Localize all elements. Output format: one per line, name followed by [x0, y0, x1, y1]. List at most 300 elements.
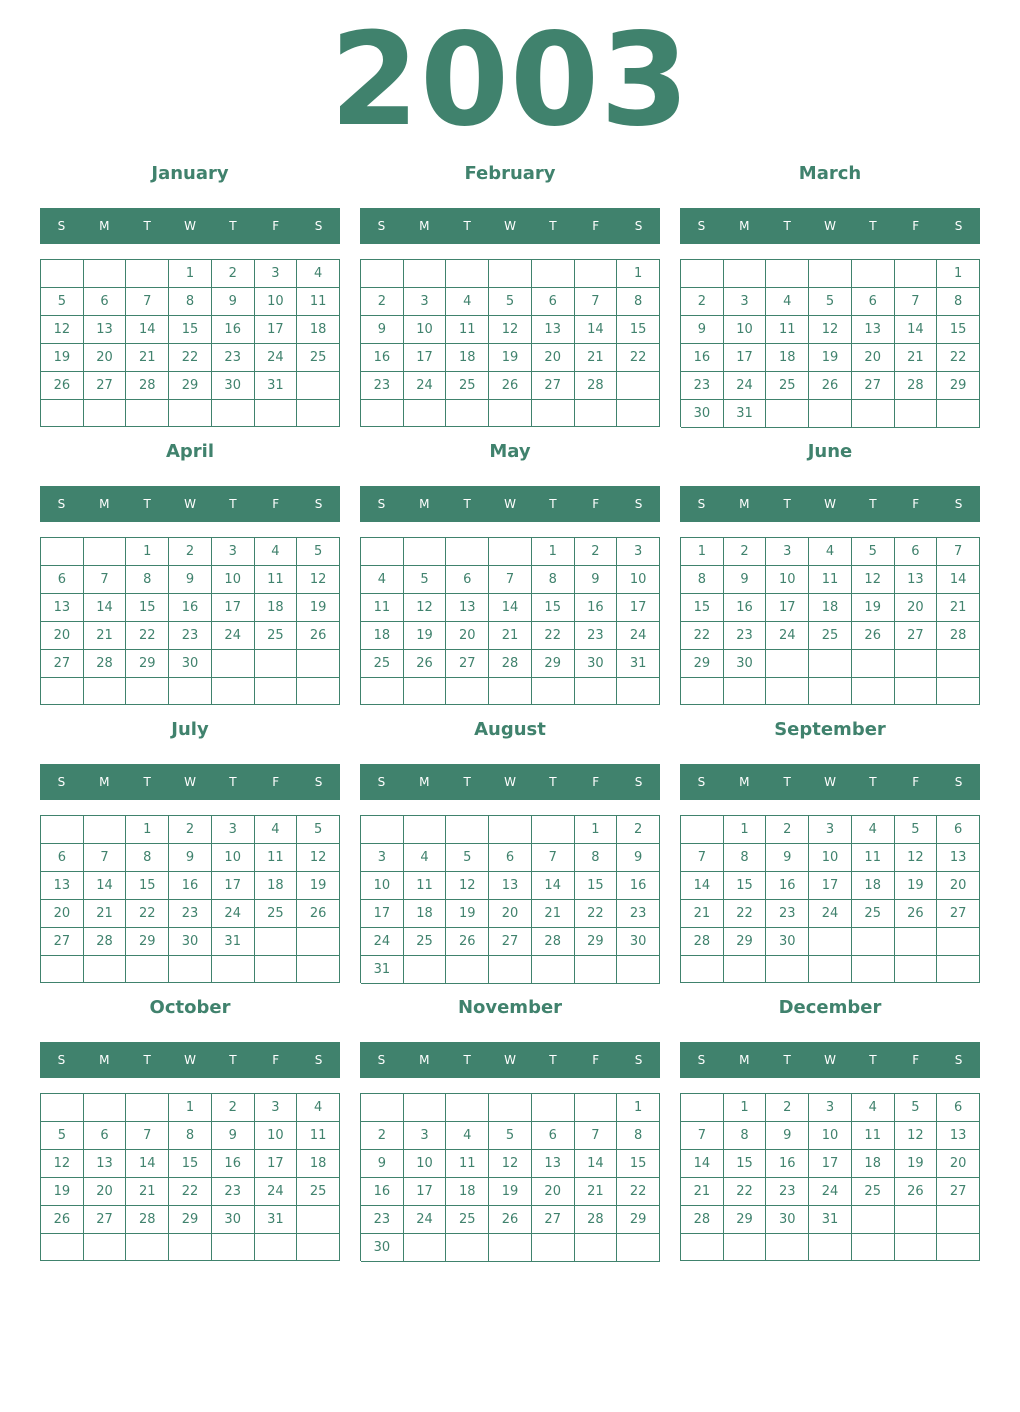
empty-cell [297, 650, 340, 678]
day-grid [40, 1093, 340, 1261]
day-cell: 28 [126, 1206, 169, 1234]
day-cell: 27 [937, 1178, 980, 1206]
weekday-label: T [783, 1053, 791, 1067]
day-cell: 30 [617, 928, 660, 956]
empty-cell [895, 650, 938, 678]
day-cell: 7 [126, 1122, 169, 1150]
empty-cell [895, 928, 938, 956]
day-cell: 21 [532, 900, 575, 928]
day-cell: 3 [404, 288, 447, 316]
weekday-label: M [99, 219, 110, 233]
weekday-label: W [824, 497, 836, 511]
empty-cell [361, 816, 404, 844]
day-cell: 14 [681, 872, 724, 900]
day-cell: 18 [297, 316, 340, 344]
weekday-label: T [229, 497, 237, 511]
empty-cell [297, 372, 340, 400]
day-cell: 11 [446, 316, 489, 344]
day-cell: 18 [297, 1150, 340, 1178]
day-cell: 11 [852, 1122, 895, 1150]
day-cell: 17 [724, 344, 767, 372]
weekday-label: M [739, 497, 750, 511]
day-cell: 19 [895, 1150, 938, 1178]
weekday-header [680, 486, 980, 522]
day-cell: 16 [766, 1150, 809, 1178]
day-cell: 11 [255, 566, 298, 594]
empty-cell [404, 816, 447, 844]
day-cell: 25 [255, 900, 298, 928]
day-cell: 21 [126, 344, 169, 372]
day-cell: 15 [169, 316, 212, 344]
day-cell: 8 [575, 844, 618, 872]
empty-cell [446, 538, 489, 566]
empty-cell [212, 400, 255, 427]
day-cell: 27 [84, 372, 127, 400]
empty-cell [809, 650, 852, 678]
day-cell: 27 [489, 928, 532, 956]
empty-cell [84, 956, 127, 983]
day-cell: 10 [255, 288, 298, 316]
empty-cell [255, 678, 298, 705]
weekday-label: T [463, 497, 471, 511]
day-cell: 14 [575, 316, 618, 344]
day-cell: 13 [489, 872, 532, 900]
empty-cell [169, 400, 212, 427]
weekday-label: F [592, 497, 600, 511]
weekday-label: T [143, 775, 151, 789]
day-cell: 21 [84, 900, 127, 928]
empty-cell [809, 260, 852, 288]
empty-cell [895, 260, 938, 288]
day-cell: 29 [169, 372, 212, 400]
day-cell: 15 [617, 316, 660, 344]
day-cell: 4 [255, 538, 298, 566]
day-cell: 1 [575, 816, 618, 844]
day-cell: 7 [126, 288, 169, 316]
empty-cell [937, 928, 980, 956]
day-grid [680, 1093, 980, 1261]
empty-cell [681, 1094, 724, 1122]
day-cell: 4 [255, 816, 298, 844]
day-cell: 25 [766, 372, 809, 400]
day-cell: 17 [617, 594, 660, 622]
day-cell: 5 [895, 1094, 938, 1122]
day-cell: 15 [126, 594, 169, 622]
weekday-label: S [57, 497, 66, 511]
empty-cell [575, 1094, 618, 1122]
day-cell: 17 [809, 872, 852, 900]
empty-cell [532, 260, 575, 288]
weekday-label: T [783, 219, 791, 233]
day-cell: 10 [809, 844, 852, 872]
day-grid [360, 259, 660, 427]
day-cell: 6 [446, 566, 489, 594]
empty-cell [937, 1206, 980, 1234]
day-cell: 14 [84, 872, 127, 900]
day-cell: 29 [724, 928, 767, 956]
day-cell: 4 [446, 288, 489, 316]
day-cell: 13 [446, 594, 489, 622]
month-title: September [774, 719, 886, 740]
day-cell: 3 [212, 538, 255, 566]
month-february [360, 162, 660, 432]
day-cell: 14 [126, 316, 169, 344]
day-cell: 10 [766, 566, 809, 594]
day-cell: 3 [255, 1094, 298, 1122]
day-cell: 29 [937, 372, 980, 400]
day-cell: 20 [532, 1178, 575, 1206]
empty-cell [489, 678, 532, 705]
day-cell: 27 [852, 372, 895, 400]
day-cell: 23 [361, 372, 404, 400]
empty-cell [766, 260, 809, 288]
empty-cell [809, 928, 852, 956]
day-cell: 24 [255, 344, 298, 372]
weekday-label: F [912, 497, 920, 511]
empty-cell [575, 260, 618, 288]
weekday-label: W [184, 1053, 196, 1067]
day-cell: 2 [169, 816, 212, 844]
month-may [360, 440, 660, 710]
empty-cell [852, 650, 895, 678]
day-cell: 1 [681, 538, 724, 566]
empty-cell [852, 1206, 895, 1234]
empty-cell [852, 678, 895, 705]
day-cell: 7 [937, 538, 980, 566]
day-cell: 16 [169, 594, 212, 622]
empty-cell [404, 400, 447, 427]
day-cell: 26 [446, 928, 489, 956]
month-december [680, 996, 980, 1266]
weekday-label: W [184, 219, 196, 233]
day-cell: 5 [41, 1122, 84, 1150]
day-cell: 10 [212, 566, 255, 594]
day-cell: 13 [895, 566, 938, 594]
weekday-label: F [272, 219, 280, 233]
day-cell: 6 [489, 844, 532, 872]
day-cell: 3 [809, 816, 852, 844]
day-cell: 18 [852, 872, 895, 900]
weekday-label: T [869, 775, 877, 789]
weekday-label: F [592, 775, 600, 789]
empty-cell [532, 400, 575, 427]
day-cell: 6 [41, 844, 84, 872]
day-cell: 26 [895, 1178, 938, 1206]
weekday-label: S [57, 219, 66, 233]
day-cell: 22 [617, 1178, 660, 1206]
weekday-label: T [783, 775, 791, 789]
weekday-label: M [739, 775, 750, 789]
weekday-label: S [314, 497, 323, 511]
empty-cell [255, 1234, 298, 1261]
day-cell: 30 [361, 1234, 404, 1262]
day-cell: 9 [212, 288, 255, 316]
empty-cell [404, 260, 447, 288]
empty-cell [937, 956, 980, 983]
day-cell: 18 [255, 872, 298, 900]
day-cell: 9 [681, 316, 724, 344]
day-cell: 9 [617, 844, 660, 872]
day-cell: 8 [724, 1122, 767, 1150]
empty-cell [41, 400, 84, 427]
day-cell: 15 [724, 1150, 767, 1178]
day-cell: 31 [724, 400, 767, 428]
empty-cell [532, 678, 575, 705]
day-cell: 31 [361, 956, 404, 984]
day-cell: 11 [255, 844, 298, 872]
day-cell: 4 [297, 1094, 340, 1122]
day-cell: 25 [809, 622, 852, 650]
day-cell: 12 [895, 844, 938, 872]
empty-cell [895, 678, 938, 705]
day-cell: 25 [852, 900, 895, 928]
empty-cell [212, 1234, 255, 1261]
weekday-label: T [549, 775, 557, 789]
day-cell: 25 [297, 344, 340, 372]
empty-cell [84, 538, 127, 566]
day-cell: 2 [169, 538, 212, 566]
day-cell: 8 [169, 1122, 212, 1150]
day-cell: 12 [489, 1150, 532, 1178]
day-cell: 24 [724, 372, 767, 400]
weekday-header [40, 208, 340, 244]
day-cell: 15 [724, 872, 767, 900]
day-cell: 19 [489, 1178, 532, 1206]
day-cell: 10 [361, 872, 404, 900]
day-cell: 14 [532, 872, 575, 900]
day-cell: 10 [255, 1122, 298, 1150]
empty-cell [297, 1234, 340, 1261]
day-cell: 10 [404, 316, 447, 344]
day-cell: 14 [126, 1150, 169, 1178]
day-cell: 17 [404, 344, 447, 372]
day-cell: 12 [41, 316, 84, 344]
day-cell: 5 [489, 1122, 532, 1150]
day-cell: 8 [937, 288, 980, 316]
weekday-header [40, 486, 340, 522]
day-cell: 20 [41, 622, 84, 650]
month-title: January [151, 163, 229, 184]
empty-cell [41, 260, 84, 288]
day-grid [680, 815, 980, 983]
weekday-label: F [272, 775, 280, 789]
weekday-label: S [697, 219, 706, 233]
weekday-label: T [463, 219, 471, 233]
weekday-header [680, 764, 980, 800]
day-cell: 23 [724, 622, 767, 650]
day-cell: 18 [809, 594, 852, 622]
day-cell: 4 [852, 1094, 895, 1122]
day-cell: 5 [41, 288, 84, 316]
day-cell: 26 [404, 650, 447, 678]
empty-cell [766, 1234, 809, 1261]
empty-cell [361, 1094, 404, 1122]
empty-cell [297, 1206, 340, 1234]
weekday-header [360, 486, 660, 522]
day-cell: 8 [126, 844, 169, 872]
weekday-label: S [954, 219, 963, 233]
day-cell: 3 [766, 538, 809, 566]
empty-cell [41, 956, 84, 983]
empty-cell [575, 678, 618, 705]
day-cell: 1 [937, 260, 980, 288]
weekday-label: F [912, 219, 920, 233]
weekday-label: M [739, 219, 750, 233]
day-cell: 4 [852, 816, 895, 844]
day-cell: 2 [212, 1094, 255, 1122]
day-cell: 21 [575, 1178, 618, 1206]
day-grid [360, 1093, 660, 1261]
month-september [680, 718, 980, 988]
weekday-label: W [824, 775, 836, 789]
empty-cell [84, 678, 127, 705]
day-cell: 19 [852, 594, 895, 622]
day-cell: 16 [766, 872, 809, 900]
weekday-label: S [314, 775, 323, 789]
day-cell: 23 [681, 372, 724, 400]
empty-cell [937, 400, 980, 428]
day-cell: 23 [766, 900, 809, 928]
empty-cell [766, 678, 809, 705]
empty-cell [766, 650, 809, 678]
day-cell: 11 [809, 566, 852, 594]
day-cell: 2 [212, 260, 255, 288]
day-cell: 23 [361, 1206, 404, 1234]
empty-cell [361, 678, 404, 705]
day-cell: 16 [361, 344, 404, 372]
weekday-label: S [634, 1053, 643, 1067]
empty-cell [404, 1234, 447, 1262]
day-cell: 12 [852, 566, 895, 594]
empty-cell [895, 956, 938, 983]
day-cell: 27 [895, 622, 938, 650]
day-cell: 19 [41, 1178, 84, 1206]
month-october [40, 996, 340, 1266]
day-cell: 21 [84, 622, 127, 650]
weekday-label: T [869, 219, 877, 233]
weekday-label: F [912, 775, 920, 789]
weekday-label: S [377, 219, 386, 233]
weekday-label: T [783, 497, 791, 511]
day-cell: 18 [361, 622, 404, 650]
day-cell: 20 [446, 622, 489, 650]
empty-cell [446, 1094, 489, 1122]
empty-cell [212, 956, 255, 983]
empty-cell [41, 538, 84, 566]
day-cell: 16 [212, 1150, 255, 1178]
empty-cell [84, 1234, 127, 1261]
empty-cell [937, 1234, 980, 1261]
day-cell: 7 [84, 566, 127, 594]
day-cell: 3 [809, 1094, 852, 1122]
empty-cell [575, 956, 618, 984]
day-grid [40, 815, 340, 983]
day-cell: 9 [766, 1122, 809, 1150]
day-cell: 25 [404, 928, 447, 956]
weekday-label: T [549, 1053, 557, 1067]
empty-cell [617, 1234, 660, 1262]
weekday-header [360, 1042, 660, 1078]
weekday-label: T [463, 1053, 471, 1067]
day-cell: 8 [126, 566, 169, 594]
empty-cell [809, 1234, 852, 1261]
day-grid [360, 537, 660, 705]
weekday-header [360, 208, 660, 244]
weekday-header [360, 764, 660, 800]
day-cell: 24 [766, 622, 809, 650]
weekday-header [680, 1042, 980, 1078]
day-cell: 2 [575, 538, 618, 566]
empty-cell [766, 956, 809, 983]
day-cell: 3 [212, 816, 255, 844]
day-cell: 22 [681, 622, 724, 650]
day-cell: 20 [937, 1150, 980, 1178]
empty-cell [297, 678, 340, 705]
day-cell: 30 [169, 928, 212, 956]
day-cell: 17 [212, 872, 255, 900]
day-cell: 4 [446, 1122, 489, 1150]
day-cell: 13 [937, 844, 980, 872]
weekday-label: W [504, 775, 516, 789]
day-cell: 22 [532, 622, 575, 650]
day-cell: 24 [809, 1178, 852, 1206]
day-cell: 28 [895, 372, 938, 400]
empty-cell [532, 1094, 575, 1122]
day-cell: 8 [724, 844, 767, 872]
weekday-label: M [419, 219, 430, 233]
day-cell: 13 [532, 1150, 575, 1178]
weekday-label: T [549, 497, 557, 511]
weekday-label: F [592, 219, 600, 233]
day-cell: 21 [681, 1178, 724, 1206]
day-cell: 6 [41, 566, 84, 594]
day-cell: 5 [446, 844, 489, 872]
day-cell: 18 [255, 594, 298, 622]
day-cell: 20 [84, 1178, 127, 1206]
day-cell: 20 [937, 872, 980, 900]
empty-cell [446, 956, 489, 984]
empty-cell [446, 260, 489, 288]
day-cell: 10 [617, 566, 660, 594]
day-cell: 10 [212, 844, 255, 872]
day-cell: 11 [404, 872, 447, 900]
day-cell: 25 [852, 1178, 895, 1206]
weekday-label: W [504, 497, 516, 511]
day-cell: 5 [404, 566, 447, 594]
day-grid [40, 259, 340, 427]
weekday-label: T [143, 219, 151, 233]
month-title: November [457, 997, 563, 1018]
day-cell: 6 [937, 816, 980, 844]
day-cell: 25 [297, 1178, 340, 1206]
day-cell: 31 [255, 372, 298, 400]
empty-cell [361, 538, 404, 566]
empty-cell [724, 1234, 767, 1261]
day-cell: 21 [681, 900, 724, 928]
day-cell: 29 [575, 928, 618, 956]
empty-cell [446, 1234, 489, 1262]
empty-cell [681, 956, 724, 983]
day-cell: 1 [617, 260, 660, 288]
day-cell: 26 [297, 622, 340, 650]
day-cell: 17 [766, 594, 809, 622]
weekday-label: S [697, 1053, 706, 1067]
day-cell: 6 [895, 538, 938, 566]
day-cell: 1 [617, 1094, 660, 1122]
empty-cell [852, 400, 895, 428]
day-cell: 11 [446, 1150, 489, 1178]
month-title: June [807, 441, 853, 462]
